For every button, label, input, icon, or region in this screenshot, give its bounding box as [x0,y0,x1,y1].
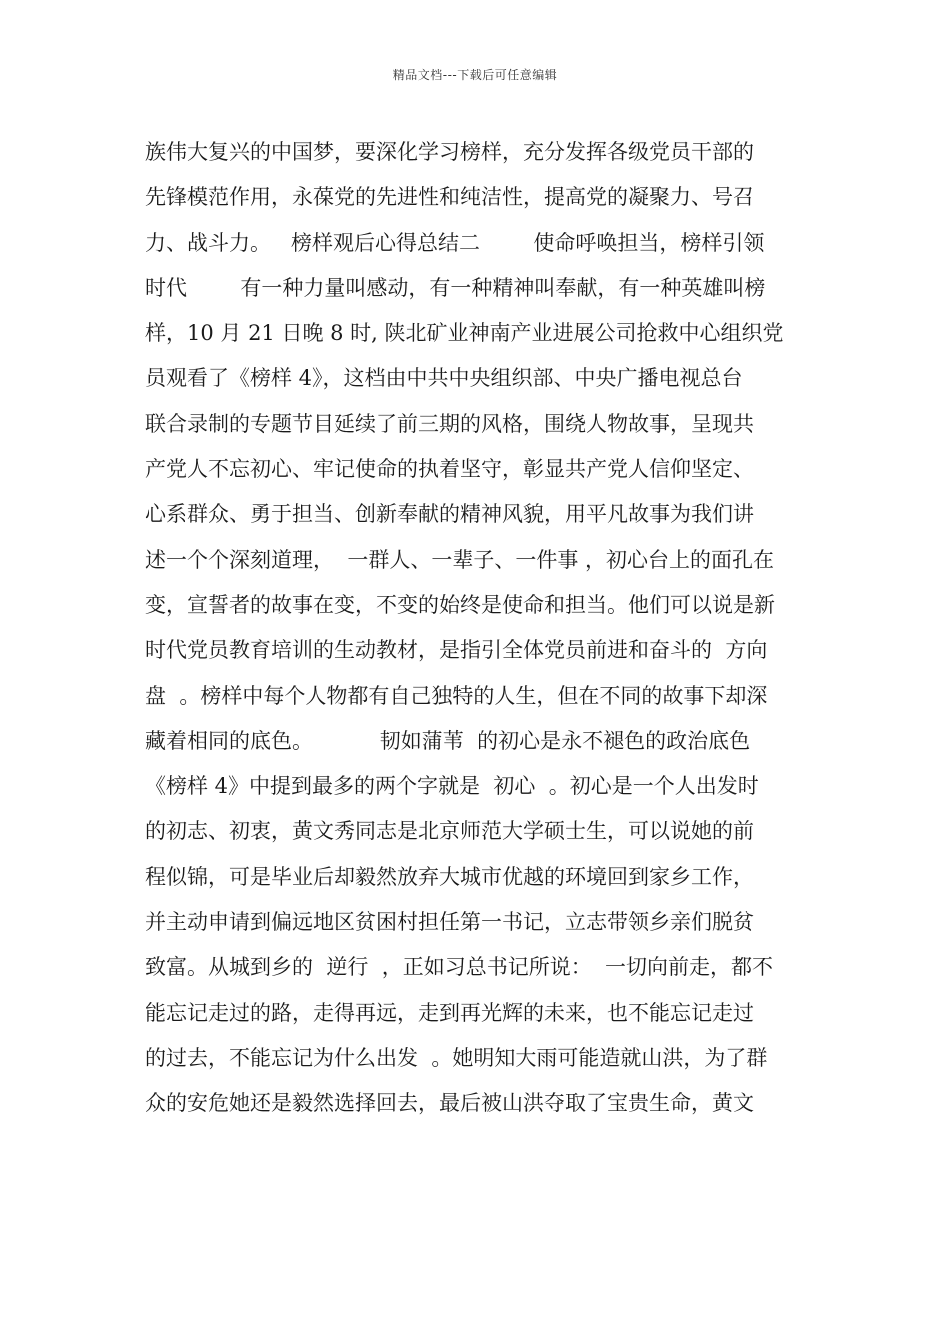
text-line: 的过去，不能忘记为什么出发 。她明知大雨可能造就山洪，为了群 [145,1045,768,1070]
text-line: 致富。从城到乡的 逆行 ，正如习总书记所说： 一切向前走，都不 [145,955,774,980]
text-line: 能忘记走过的路，走得再远，走到再光辉的未来，也不能忘记走过 [145,1000,754,1025]
text-line: 的初志、初衷，黄文秀同志是北京师范大学硕士生，可以说她的前 [145,819,754,844]
text-line: 并主动申请到偏远地区贫困村担任第一书记，立志带领乡亲们脱贫 [145,910,754,935]
body-text [145,130,815,1127]
text-line: 述一个个深刻道理， 一群人、一辈子、一件事 ，初心台上的面孔在 [145,547,775,572]
text-line: 藏着相同的底色。 韧如蒲苇 的初心是永不褪色的政治底色 [145,728,751,753]
text-line: 样，10 月 21 日晚 8 时, 陕北矿业神南产业进展公司抢救中心组织党 [145,321,784,346]
text-line: 《榜样 4》中提到最多的两个字就是 初心 。初心是一个人出发时 [145,774,759,799]
text-line: 盘 。榜样中每个人物都有自己独特的人生，但在不同的故事下却深 [145,683,768,708]
text-line: 联合录制的专题节目延续了前三期的风格，围绕人物故事，呈现共 [145,411,754,436]
text-line: 族伟大复兴的中国梦，要深化学习榜样，充分发挥各级党员干部的 [145,140,754,164]
text-line: 程似锦，可是毕业后却毅然放弃大城市优越的环境回到家乡工作， [145,864,754,889]
text-line: 力、战斗力。 榜样观后心得总结二 使命呼唤担当，榜样引领 [145,230,765,255]
text-line: 众的安危她还是毅然选择回去，最后被山洪夺取了宝贵生命，黄文 [145,1091,754,1116]
text-line: 时代 有一种力量叫感动，有一种精神叫奉献，有一种英雄叫榜 [145,275,766,300]
text-line: 先锋模范作用，永葆党的先进性和纯洁性，提高党的凝聚力、号召 [145,185,754,210]
text-line: 心系群众、勇于担当、创新奉献的精神风貌，用平凡故事为我们讲 [145,502,754,527]
text-line: 变，宣誓者的故事在变，不变的始终是使命和担当。他们可以说是新 [145,592,775,617]
text-line: 产党人不忘初心、牢记使命的执着坚守，彰显共产党人信仰坚定、 [145,457,754,482]
text-line: 员观看了《榜样 4》，这档由中共中央组织部、中央广播电视总台 [145,366,743,391]
page-header-note: 精品文档---下载后可任意编辑 [392,68,558,82]
text-line: 时代党员教育培训的生动教材，是指引全体党员前进和奋斗的 方向 [145,638,768,663]
